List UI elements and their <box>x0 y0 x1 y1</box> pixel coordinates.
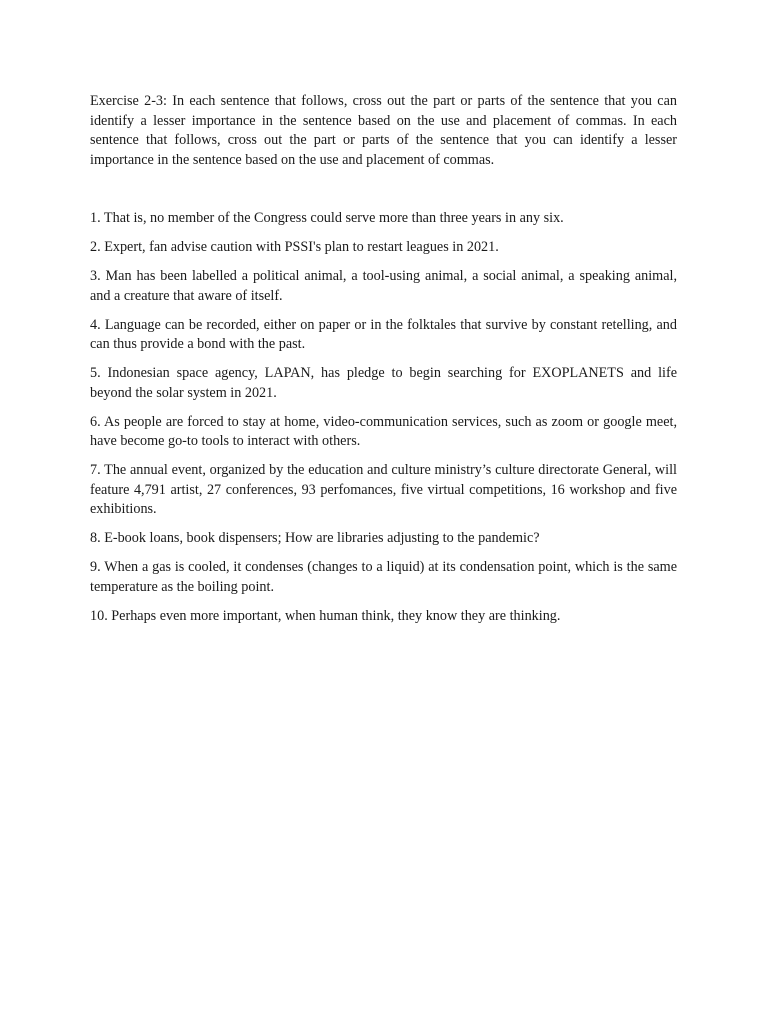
document-page <box>90 92 677 636</box>
sentence-item: 3. Man has been labelled a political animal, a tool-using animal, a social animal, a speaking animal, and a creature that aware of itself. <box>90 268 677 304</box>
sentence-list <box>90 209 677 626</box>
sentence-item: 10. Perhaps even more important, when human think, they know they are thinking. <box>90 607 561 624</box>
sentence-item: 6. As people are forced to stay at home, video-communication services, such as zoom or google meet, have become go-to tools to interact with others. <box>90 413 677 449</box>
sentence-item: 8. E-book loans, book dispensers; How are libraries adjusting to the pandemic? <box>90 530 540 546</box>
sentence-item: 5. Indonesian space agency, LAPAN, has pledge to begin searching for EXOPLANETS and life beyond the solar system in 2021. <box>90 365 677 401</box>
sentence-item: 7. The annual event, organized by the education and culture ministry’s culture directorate General, will feature 4,791 artist, 27 conferences, 93 perfomances, five virtual competitions, 16 workshop and five exhibitions. <box>90 462 677 517</box>
sentence-item: 4. Language can be recorded, either on paper or in the folktales that survive by constant retelling, and can thus provide a bond with the past. <box>90 316 677 352</box>
sentence-item: 1. That is, no member of the Congress could serve more than three years in any six. <box>90 210 564 226</box>
sentence-item: 2. Expert, fan advise caution with PSSI's plan to restart leagues in 2021. <box>90 239 499 255</box>
sentence-item: 9. When a gas is cooled, it condenses (changes to a liquid) at its condensation point, which is the same temperature as the boiling point. <box>90 559 677 595</box>
exercise-instructions: Exercise 2-3: In each sentence that follows, cross out the part or parts of the sentence that you can identify a lesser importance in the sentence based on the use and placement of commas. In each sentence that follows, cross out the part or parts of the sentence that you can identify a lesser importance in the sentence based on the use and placement of commas. <box>90 93 677 168</box>
